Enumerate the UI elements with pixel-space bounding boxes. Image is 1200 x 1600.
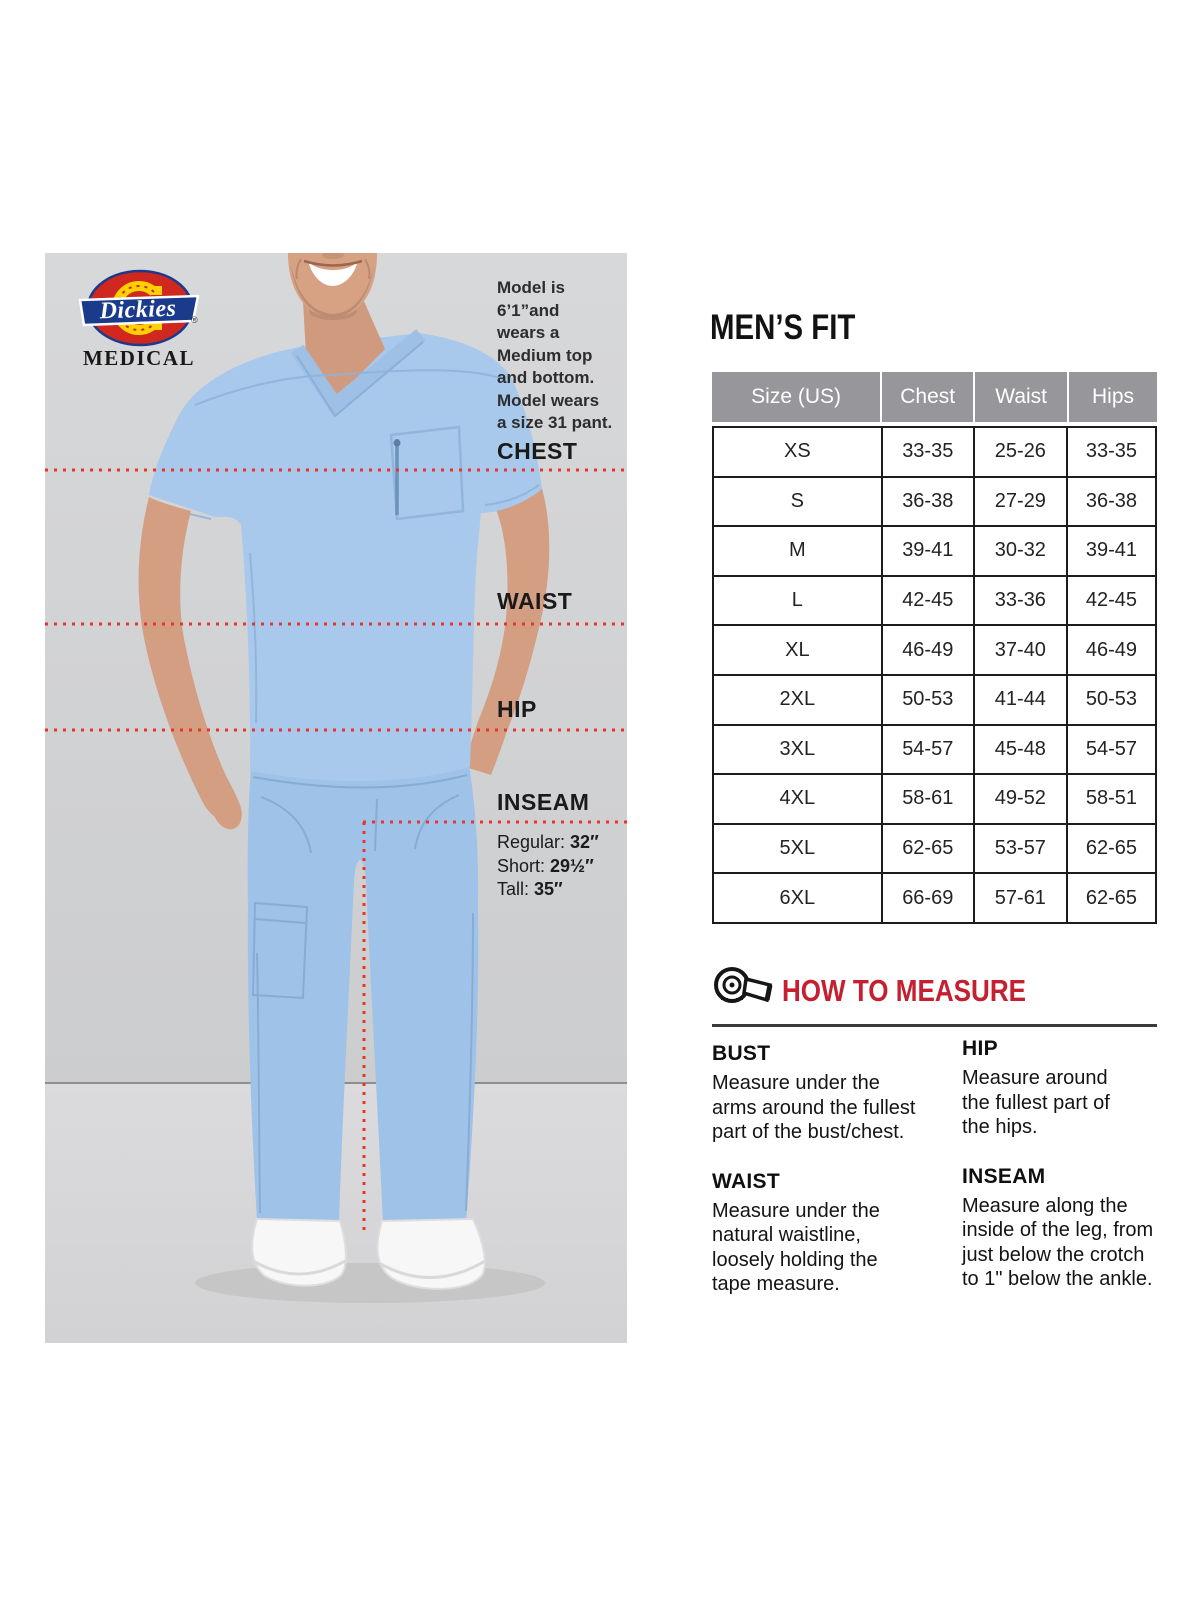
inseam-label: INSEAM — [497, 789, 590, 815]
table-cell: S — [790, 489, 805, 512]
table-cell: 58-51 — [1066, 775, 1155, 823]
table-row — [714, 674, 1155, 724]
table-row — [714, 428, 1155, 476]
inseam-length-options — [497, 831, 599, 902]
table-body — [712, 426, 1157, 924]
chest-label: CHEST — [497, 438, 578, 464]
model-note-line: wears a — [497, 323, 560, 342]
model-photo — [45, 253, 627, 1343]
table-cell: 6XL — [779, 886, 816, 909]
table-cell: 66-69 — [881, 874, 973, 922]
table-cell: 58-61 — [881, 775, 973, 823]
table-row — [714, 872, 1155, 922]
measure-instructions-right — [962, 1037, 1182, 1292]
table-row — [714, 575, 1155, 625]
table-cell: 62-65 — [1066, 825, 1155, 873]
section-title-mens-fit: MEN’S FIT — [710, 308, 856, 347]
table-cell: 39-41 — [1066, 527, 1155, 575]
bust-heading: BUST — [712, 1042, 771, 1065]
dickies-logo — [78, 268, 200, 350]
table-row — [714, 476, 1155, 526]
model-note-line: a size 31 pant. — [497, 413, 613, 432]
table-cell: 57-61 — [973, 874, 1066, 922]
table-header-chest: Chest — [880, 372, 973, 422]
table-cell: 4XL — [779, 787, 816, 810]
table-cell: L — [791, 589, 803, 612]
table-header-row — [712, 372, 1157, 422]
inseam-short: Short: 29½″ — [497, 855, 594, 876]
table-cell: 30-32 — [973, 527, 1066, 575]
table-cell: 54-57 — [1066, 726, 1155, 774]
registered-mark: ® — [191, 315, 198, 325]
model-note-line: and bottom. — [497, 368, 595, 387]
hip-label: HIP — [497, 696, 537, 722]
table-row — [714, 525, 1155, 575]
section-divider — [712, 1024, 1157, 1027]
model-note-line: Medium top — [497, 345, 593, 365]
table-cell: 62-65 — [881, 825, 973, 873]
table-cell: 36-38 — [1066, 478, 1155, 526]
table-cell: 33-35 — [881, 428, 973, 476]
table-cell: 27-29 — [973, 478, 1066, 526]
table-cell: 46-49 — [881, 626, 973, 674]
table-cell: 62-65 — [1066, 874, 1155, 922]
table-cell: 42-45 — [1066, 577, 1155, 625]
waist-instruction: WAIST Measure under the natural waistline, loosely holding the tape measure. — [712, 1170, 954, 1297]
table-cell: 33-35 — [1066, 428, 1155, 476]
model-note — [497, 277, 625, 435]
brand-medical-label: MEDICAL — [82, 346, 195, 370]
table-cell: 39-41 — [881, 527, 973, 575]
table-cell: 3XL — [779, 737, 816, 760]
inseam-regular: Regular: 32″ — [497, 832, 599, 852]
size-chart-table — [712, 372, 1157, 924]
how-to-measure-title: HOW TO MEASURE — [782, 973, 1027, 1008]
table-cell: 49-52 — [973, 775, 1066, 823]
table-row — [714, 624, 1155, 674]
inseam-heading: INSEAM — [962, 1164, 1046, 1188]
waist-heading: WAIST — [712, 1169, 780, 1193]
tape-measure-icon — [710, 960, 776, 1014]
table-cell: XS — [784, 440, 811, 463]
table-header-size: Size (US) — [751, 385, 842, 408]
table-header-hips: Hips — [1067, 372, 1157, 422]
table-cell: 37-40 — [973, 626, 1066, 674]
inseam-instruction: INSEAM Measure along the inside of the leg, from just below the crotch to 1" below the ankle. — [962, 1165, 1182, 1292]
model-note-line: Model is — [497, 278, 566, 297]
model-note-line: 6’1”and — [497, 300, 560, 320]
table-cell: 42-45 — [881, 577, 973, 625]
model-note-line: Model wears — [497, 390, 600, 410]
hip-heading: HIP — [962, 1037, 998, 1060]
table-cell: M — [789, 539, 806, 562]
table-header-waist: Waist — [973, 372, 1067, 422]
table-cell: 53-57 — [973, 825, 1066, 873]
table-cell: 50-53 — [881, 676, 973, 724]
table-cell: 45-48 — [973, 726, 1066, 774]
waist-label: WAIST — [497, 588, 573, 614]
inseam-tall: Tall: 35″ — [497, 879, 563, 899]
table-cell: 50-53 — [1066, 676, 1155, 724]
table-cell: 41-44 — [973, 676, 1066, 724]
table-cell: 33-36 — [973, 577, 1066, 625]
table-cell: XL — [785, 638, 810, 661]
dickies-wordmark: Dickies — [99, 295, 177, 325]
table-cell: 54-57 — [881, 726, 973, 774]
hip-instruction: HIP Measure around the fullest part of the hips. — [962, 1037, 1182, 1140]
table-row — [714, 773, 1155, 823]
table-row — [714, 724, 1155, 774]
table-cell: 25-26 — [973, 428, 1066, 476]
table-cell: 46-49 — [1066, 626, 1155, 674]
table-row — [714, 823, 1155, 873]
measure-instructions-left — [712, 1042, 954, 1297]
table-cell: 36-38 — [881, 478, 973, 526]
table-cell: 2XL — [779, 688, 816, 711]
bust-instruction: BUST Measure under the arms around the fullest part of the bust/chest. — [712, 1042, 954, 1145]
table-cell: 5XL — [779, 837, 816, 860]
